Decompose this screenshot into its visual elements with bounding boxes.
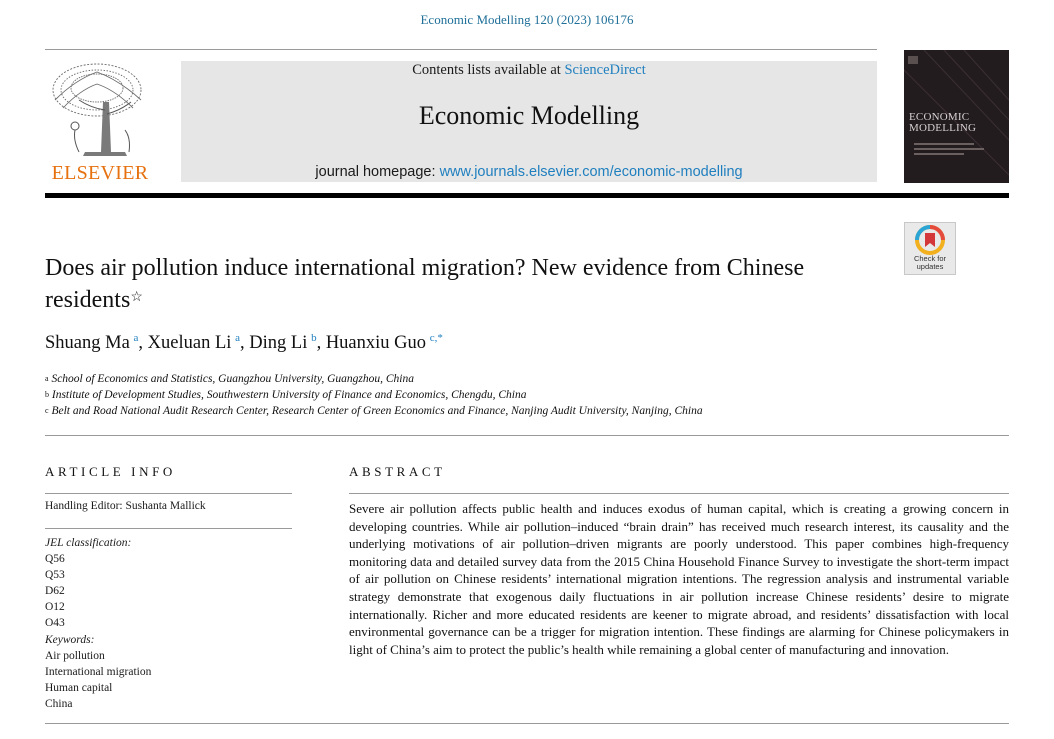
keyword: International migration: [45, 666, 152, 678]
handling-editor: Handling Editor: Sushanta Mallick: [45, 500, 206, 512]
jel-code: Q53: [45, 569, 65, 581]
homepage-prefix: journal homepage:: [315, 164, 436, 180]
jel-code: O12: [45, 601, 65, 613]
divider: [45, 723, 1009, 724]
abstract-text: Severe air pollution affects public health and induces exodus of human capital, which is creating a growing concern in developing countries. While air pollution–induced “brain drain” has received much research interest, its causality and the underlying motivations of air pollution–driven migrants are poorly understood. This paper combines high-frequency monitoring data and detailed survey data from the 2015 China Household Finance Survey to investigate the short-term impact of air pollution on Chinese residents’ international migration intentions. The regression analysis and instrumental variable strategy demonstrate that exogenous daily fluctuations in air pollution increase Chinese residents’ desire to migrate internationally. Richer and more educated residents are keener to migrate abroad, and residents’ dissatisfaction with local environmental governance can be a trigger for migration intention. These findings are alarming for Chinese policymakers in light of China’s aim to protect the public’s health while remaining a global center of manufacturing and innovation.: [349, 501, 1009, 657]
affiliation-key: c: [45, 406, 49, 415]
journal-title: Economic Modelling: [418, 101, 640, 130]
keyword: Human capital: [45, 682, 113, 694]
affiliation-key: a: [45, 374, 49, 383]
affiliation-item: [45, 387, 703, 403]
keywords: [45, 632, 151, 712]
jel-code: O43: [45, 617, 65, 629]
affiliation-text: Belt and Road National Audit Research Center, Research Center of Green Economics and Finance, Nanjing Audit University, Nanjing, China: [51, 405, 703, 417]
author-name[interactable]: Huanxiu Guo: [325, 333, 427, 353]
article-info-heading: ARTICLE INFO: [45, 464, 176, 479]
cover-subtitle-lines: [914, 143, 984, 163]
divider: [349, 493, 1009, 494]
journal-cover-image[interactable]: [904, 50, 1009, 183]
journal-masthead: [181, 61, 877, 182]
keywords-label: Keywords:: [45, 634, 95, 646]
journal-homepage-link[interactable]: www.journals.elsevier.com/economic-modelling: [439, 164, 743, 180]
contents-prefix: Contents lists available at: [412, 62, 561, 78]
elsevier-logo[interactable]: [45, 60, 155, 184]
affiliation-text: Institute of Development Studies, Southwestern University of Finance and Economics, Chengdu, China: [51, 389, 527, 401]
keyword: Air pollution: [45, 650, 105, 662]
author-list: Shuang Ma $^a$, Xueluan Li $^a$, Ding Li $^b$, Huanxiu Guo $^{c,*}$: [45, 332, 443, 353]
journal-homepage-line: [181, 164, 877, 180]
jel-code: Q56: [45, 553, 65, 565]
jel-code: D62: [45, 585, 65, 597]
elsevier-tree-icon: [45, 60, 155, 160]
affiliation-text: School of Economics and Statistics, Guangzhou University, Guangzhou, China: [51, 373, 414, 385]
check-for-updates-label: Check for updates: [913, 254, 947, 271]
title-footnote-mark[interactable]: ☆: [130, 290, 143, 305]
article-title: [45, 252, 885, 316]
jel-label: JEL classification:: [45, 537, 132, 549]
divider: [45, 493, 292, 494]
author-name[interactable]: Shuang Ma: [45, 333, 130, 353]
jel-classification: [45, 535, 131, 631]
author-name[interactable]: Xueluan Li: [147, 333, 232, 353]
header-thick-divider: [45, 193, 1009, 198]
elsevier-wordmark: ELSEVIER: [51, 162, 149, 184]
bookmark-ribbon-icon: [905, 223, 955, 255]
divider: [45, 435, 1009, 436]
affiliation-item: [45, 371, 703, 387]
affiliation-list: [45, 371, 703, 419]
affiliation-item: [45, 403, 703, 419]
check-for-updates-button[interactable]: [904, 222, 956, 275]
sciencedirect-link[interactable]: ScienceDirect: [564, 62, 646, 78]
journal-citation[interactable]: Economic Modelling 120 (2023) 106176: [420, 12, 634, 27]
affiliation-key: b: [45, 390, 49, 399]
author-affiliation-link[interactable]: a: [133, 332, 139, 344]
keyword: China: [45, 698, 73, 710]
abstract-heading: ABSTRACT: [349, 464, 446, 479]
cover-title: ECONOMIC MODELLING: [909, 111, 977, 134]
divider: [45, 49, 877, 50]
contents-available-line: [181, 62, 877, 79]
author-affiliation-link[interactable]: b: [311, 332, 317, 344]
author-affiliation-link[interactable]: a: [235, 332, 241, 344]
divider: [45, 528, 292, 529]
author-affiliation-link[interactable]: c,*: [429, 332, 443, 344]
article-title-text: Does air pollution induce international migration? New evidence from Chinese residents: [45, 255, 805, 313]
author-name[interactable]: Ding Li: [249, 333, 308, 353]
